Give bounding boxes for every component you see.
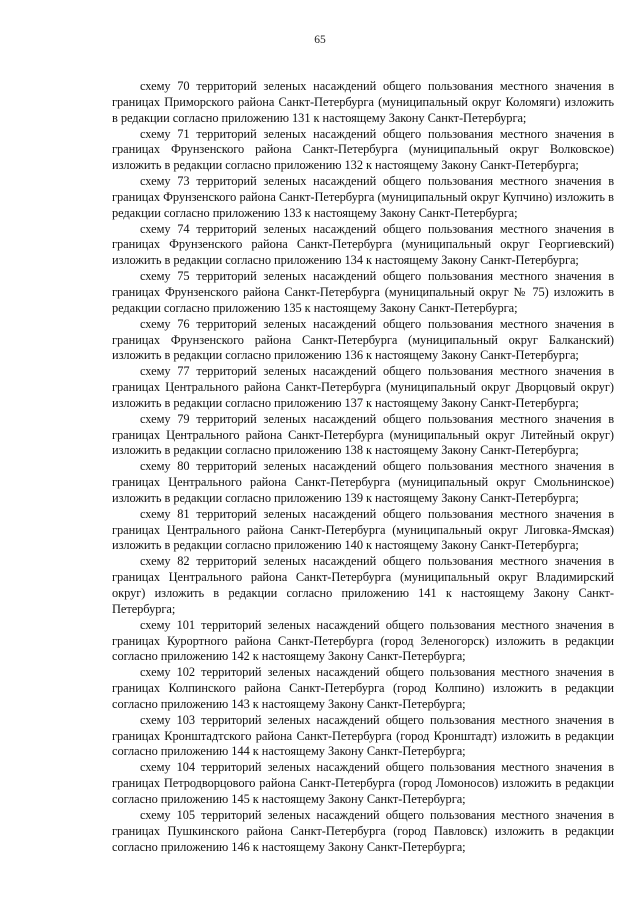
paragraph: схему 74 территорий зеленых насаждений общего пользования местного значения в границах Фрунзенского района Санкт-Петербурга (муниципальный округ Георгиевский) изложить в редакции согласно приложению 134 к настоящему Закону Санкт-Петербурга; [112,221,614,268]
paragraph: схему 82 территорий зеленых насаждений общего пользования местного значения в границах Центрального района Санкт-Петербурга (муниципальный округ Владимирский округ) изложить в редакции согласно приложению 141 к настоящему Закону Санкт-Петербурга; [112,554,614,616]
paragraph: схему 103 территорий зеленых насаждений общего пользования местного значения в границах Кронштадтского района Санкт-Петербурга (город Кронштадт) изложить в редакции согласно приложению 144 к настоящему Закону Санкт-Петербурга; [112,712,614,759]
document-body [112,79,614,855]
paragraph: схему 70 территорий зеленых насаждений общего пользования местного значения в границах Приморского района Санкт-Петербурга (муниципальный округ Коломяги) изложить в редакции согласно приложению 131 к настоящему Закону Санкт-Петербурга; [112,79,614,125]
paragraph: схему 73 территорий зеленых насаждений общего пользования местного значения в границах Фрунзенского района Санкт-Петербурга (муниципальный округ Купчино) изложить в редакции согласно приложению 133 к настоящему Закону Санкт-Петербурга; [112,174,614,220]
paragraph: схему 75 территорий зеленых насаждений общего пользования местного значения в границах Фрунзенского района Санкт-Петербурга (муниципальный округ № 75) изложить в редакции согласно приложению 135 к настоящему Закону Санкт-Петербурга; [112,269,614,315]
paragraph: схему 77 территорий зеленых насаждений общего пользования местного значения в границах Центрального района Санкт-Петербурга (муниципальный округ Дворцовый округ) изложить в редакции согласно приложению 137 к настоящему Закону Санкт-Петербурга; [112,364,614,410]
paragraph: схему 76 территорий зеленых насаждений общего пользования местного значения в границах Фрунзенского района Санкт-Петербурга (муниципальный округ Балканский) изложить в редакции согласно приложению 136 к настоящему Закону Санкт-Петербурга; [112,316,614,363]
page-number: 65 [314,34,326,46]
paragraph: схему 81 территорий зеленых насаждений общего пользования местного значения в границах Центрального района Санкт-Петербурга (муниципальный округ Лиговка-Ямская) изложить в редакции согласно приложению 140 к настоящему Закону Санкт-Петербурга; [112,506,614,553]
paragraph: схему 71 территорий зеленых насаждений общего пользования местного значения в границах Фрунзенского района Санкт-Петербурга (муниципальный округ Волковское) изложить в редакции согласно приложению 132 к настоящему Закону Санкт-Петербурга; [112,126,614,173]
paragraph: схему 104 территорий зеленых насаждений общего пользования местного значения в границах Петродворцового района Санкт-Петербурга (город Ломоносов) изложить в редакции согласно приложению 145 к настоящему Закону Санкт-Петербурга; [112,760,614,806]
paragraph: схему 102 территорий зеленых насаждений общего пользования местного значения в границах Колпинского района Санкт-Петербурга (город Колпино) изложить в редакции согласно приложению 143 к настоящему Закону Санкт-Петербурга; [112,665,614,711]
paragraph: схему 80 территорий зеленых насаждений общего пользования местного значения в границах Центрального района Санкт-Петербурга (муниципальный округ Смольнинское) изложить в редакции согласно приложению 139 к настоящему Закону Санкт-Петербурга; [112,459,614,505]
paragraph: схему 79 территорий зеленых насаждений общего пользования местного значения в границах Центрального района Санкт-Петербурга (муниципальный округ Литейный округ) изложить в редакции согласно приложению 138 к настоящему Закону Санкт-Петербурга; [112,411,614,458]
paragraph: схему 105 территорий зеленых насаждений общего пользования местного значения в границах Пушкинского района Санкт-Петербурга (город Павловск) изложить в редакции согласно приложению 146 к настоящему Закону Санкт-Петербурга; [112,807,614,854]
paragraph: схему 101 территорий зеленых насаждений общего пользования местного значения в границах Курортного района Санкт-Петербурга (город Зеленогорск) изложить в редакции согласно приложению 142 к настоящему Закону Санкт-Петербурга; [112,617,614,664]
